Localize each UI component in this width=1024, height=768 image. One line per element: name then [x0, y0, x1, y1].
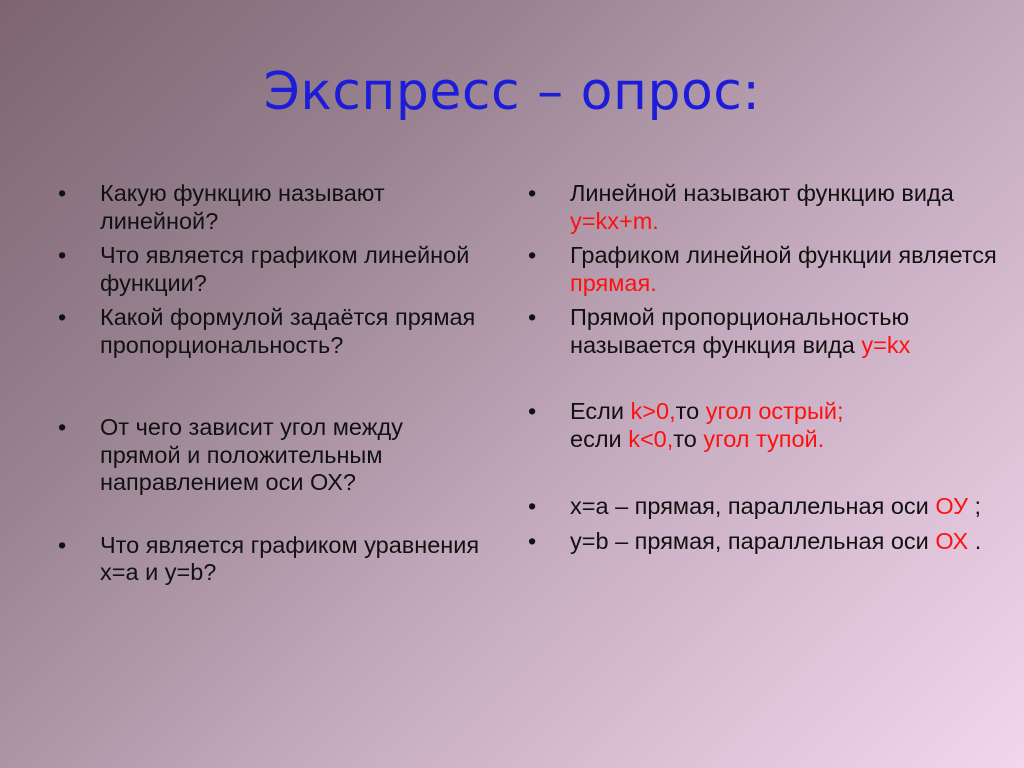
question-item [58, 242, 488, 297]
answer-item [528, 398, 998, 453]
answer-highlight: прямая. [570, 269, 657, 296]
answer-text: Прямой пропорциональностью называется функция вида [570, 304, 910, 358]
bullet-icon: • [528, 180, 537, 206]
question-item [58, 304, 488, 359]
answer-item [528, 304, 998, 359]
question-item [58, 532, 488, 587]
question-item [58, 414, 488, 497]
answer-formula: у=kx [861, 331, 911, 358]
bullet-icon: • [528, 493, 537, 519]
question-text: От чего зависит угол между прямой и положительным направлением оси ОХ? [100, 414, 403, 495]
answer-text: . [968, 527, 982, 554]
bullet-icon: • [528, 304, 537, 330]
answer-item [528, 242, 998, 297]
slide-title: Экспресс – опрос: [263, 62, 761, 122]
answer-axis: ОУ [935, 493, 969, 519]
question-text: Что является графиком линейной функции? [100, 242, 470, 296]
answer-text: ; [968, 493, 982, 519]
answer-formula: у=kx+m. [570, 207, 659, 234]
answer-condition: k<0, [628, 425, 674, 452]
bullet-icon: • [528, 527, 537, 554]
answer-text: y=b – прямая, параллельная оси [570, 527, 936, 554]
answer-text: Если [570, 398, 631, 424]
answer-text: х=а – прямая, параллельная оси [570, 493, 936, 519]
answer-condition: k>0, [630, 398, 676, 424]
answers-list [528, 180, 998, 555]
bullet-icon: • [58, 304, 67, 330]
answer-highlight: угол тупой. [703, 425, 825, 452]
answer-item [528, 528, 998, 556]
answer-text: если [570, 425, 629, 452]
answer-text: Графиком линейной функции является [570, 242, 997, 268]
question-text: Какую функцию называют линейной? [100, 180, 385, 234]
bullet-icon: • [58, 414, 67, 440]
question-text: Какой формулой задаётся прямая пропорциональность? [100, 304, 476, 358]
answer-item [528, 493, 998, 521]
questions-list [58, 180, 488, 587]
bullet-icon: • [58, 180, 67, 206]
bullet-icon: • [58, 242, 67, 268]
bullet-icon: • [528, 242, 537, 268]
answer-highlight: угол острый; [705, 398, 844, 424]
answer-axis: ОХ [935, 527, 969, 554]
answer-item [528, 180, 998, 235]
bullet-icon: • [528, 398, 537, 424]
answer-text: то [675, 398, 706, 424]
question-text: Что является графиком уравнения х=а и у=b? [100, 531, 480, 585]
answer-text: то [673, 425, 704, 452]
answer-text: Линейной называют функцию вида [570, 180, 954, 206]
question-item [58, 180, 488, 235]
bullet-icon: • [58, 531, 67, 558]
